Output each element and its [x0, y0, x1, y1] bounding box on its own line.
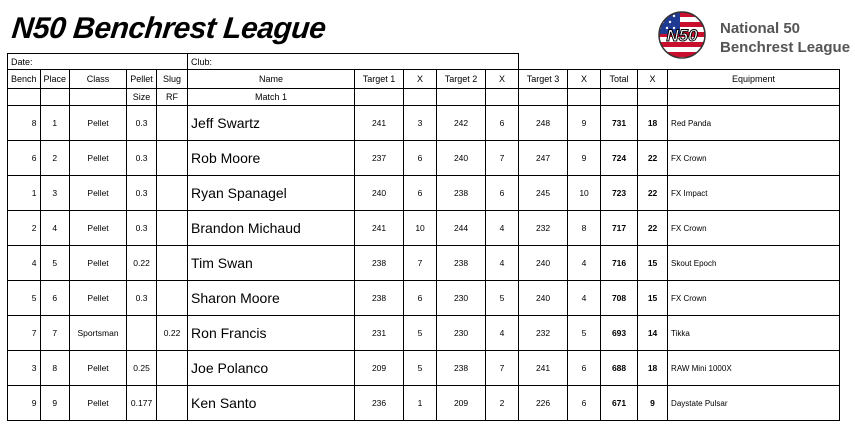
cell-target-2: 242: [437, 106, 486, 141]
cell-total: 671: [601, 386, 638, 421]
subheader-pellet-size: Size: [127, 89, 157, 106]
cell-bench: 8: [8, 106, 41, 141]
cell-place: 6: [40, 281, 70, 316]
cell-x1: 1: [404, 386, 437, 421]
cell-x1: 10: [404, 211, 437, 246]
cell-target-2: 230: [437, 316, 486, 351]
cell-x3: 9: [568, 141, 601, 176]
cell-slug: [157, 281, 188, 316]
logo-text: [720, 19, 850, 57]
cell-target-1: 240: [355, 176, 404, 211]
cell-total-x: 22: [638, 211, 668, 246]
header-place: Place: [40, 70, 70, 89]
cell-slug: [157, 141, 188, 176]
cell-x2: 4: [486, 316, 519, 351]
header-equipment: Equipment: [668, 70, 840, 89]
cell-place: 2: [40, 141, 70, 176]
cell-total-x: 22: [638, 141, 668, 176]
header-x2: X: [486, 70, 519, 89]
cell-class: Pellet: [70, 211, 127, 246]
cell-pellet: 0.3: [127, 141, 157, 176]
table-row: [8, 281, 840, 316]
cell-target-1: 209: [355, 351, 404, 386]
cell-x3: 10: [568, 176, 601, 211]
table-row: [8, 176, 840, 211]
cell-target-2: 240: [437, 141, 486, 176]
cell-target-1: 241: [355, 211, 404, 246]
cell-x1: 5: [404, 316, 437, 351]
cell-target-2: 244: [437, 211, 486, 246]
cell-pellet: [127, 316, 157, 351]
cell-target-3: 240: [519, 246, 568, 281]
cell-bench: 1: [8, 176, 41, 211]
header-pellet: Pellet: [127, 70, 157, 89]
cell-bench: 5: [8, 281, 41, 316]
cell-total-x: 18: [638, 351, 668, 386]
cell-target-3: 247: [519, 141, 568, 176]
cell-x2: 6: [486, 176, 519, 211]
cell-slug: [157, 351, 188, 386]
cell-target-2: 238: [437, 176, 486, 211]
cell-slug: [157, 246, 188, 281]
cell-pellet: 0.3: [127, 106, 157, 141]
cell-x1: 6: [404, 176, 437, 211]
header-target-2: Target 2: [437, 70, 486, 89]
cell-target-1: 238: [355, 281, 404, 316]
header-class: Class: [70, 70, 127, 89]
cell-total-x: 9: [638, 386, 668, 421]
cell-name: Ryan Spanagel: [188, 176, 355, 211]
cell-x1: 6: [404, 141, 437, 176]
page-title: N50 Benchrest League: [10, 12, 328, 45]
cell-equipment: FX Crown: [668, 211, 840, 246]
cell-target-2: 209: [437, 386, 486, 421]
cell-target-2: 238: [437, 351, 486, 386]
logo-line-2: Benchrest League: [720, 39, 851, 56]
cell-total-x: 14: [638, 316, 668, 351]
cell-slug: 0.22: [157, 316, 188, 351]
cell-class: Pellet: [70, 386, 127, 421]
cell-class: Pellet: [70, 281, 127, 316]
table-row: [8, 386, 840, 421]
cell-slug: [157, 211, 188, 246]
cell-x2: 4: [486, 211, 519, 246]
cell-bench: 3: [8, 351, 41, 386]
cell-pellet: 0.177: [127, 386, 157, 421]
cell-x2: 4: [486, 246, 519, 281]
cell-target-1: 231: [355, 316, 404, 351]
cell-x1: 7: [404, 246, 437, 281]
cell-class: Pellet: [70, 106, 127, 141]
table-row: [8, 106, 840, 141]
date-field[interactable]: Date:: [8, 54, 188, 70]
cell-target-1: 237: [355, 141, 404, 176]
cell-total: 731: [601, 106, 638, 141]
cell-equipment: Skout Epoch: [668, 246, 840, 281]
cell-place: 1: [40, 106, 70, 141]
subheader-row: [8, 89, 840, 106]
header-slug: Slug: [157, 70, 188, 89]
cell-class: Pellet: [70, 141, 127, 176]
cell-pellet: 0.3: [127, 281, 157, 316]
cell-name: Ron Francis: [188, 316, 355, 351]
cell-equipment: Red Panda: [668, 106, 840, 141]
cell-target-1: 238: [355, 246, 404, 281]
cell-total-x: 18: [638, 106, 668, 141]
cell-place: 8: [40, 351, 70, 386]
cell-x2: 7: [486, 351, 519, 386]
cell-name: Ken Santo: [188, 386, 355, 421]
cell-x1: 6: [404, 281, 437, 316]
cell-total: 688: [601, 351, 638, 386]
table-row: [8, 211, 840, 246]
cell-place: 4: [40, 211, 70, 246]
cell-equipment: FX Crown: [668, 281, 840, 316]
cell-total-x: 22: [638, 176, 668, 211]
cell-x3: 4: [568, 281, 601, 316]
cell-x3: 6: [568, 351, 601, 386]
cell-pellet: 0.22: [127, 246, 157, 281]
cell-bench: 2: [8, 211, 41, 246]
cell-target-3: 240: [519, 281, 568, 316]
header-x1: X: [404, 70, 437, 89]
cell-name: Jeff Swartz: [188, 106, 355, 141]
table-row: [8, 351, 840, 386]
cell-equipment: Daystate Pulsar: [668, 386, 840, 421]
cell-bench: 9: [8, 386, 41, 421]
cell-equipment: RAW Mini 1000X: [668, 351, 840, 386]
cell-target-1: 236: [355, 386, 404, 421]
table-row: [8, 141, 840, 176]
cell-target-2: 230: [437, 281, 486, 316]
logo-line-1: National 50: [720, 20, 801, 37]
header-target-3: Target 3: [519, 70, 568, 89]
subheader-slug-rf: RF: [157, 89, 188, 106]
cell-total: 693: [601, 316, 638, 351]
info-row: [8, 54, 840, 70]
cell-equipment: FX Crown: [668, 141, 840, 176]
header-name: Name: [188, 70, 355, 89]
cell-x3: 9: [568, 106, 601, 141]
cell-x2: 7: [486, 141, 519, 176]
cell-target-3: 241: [519, 351, 568, 386]
cell-pellet: 0.3: [127, 176, 157, 211]
cell-place: 3: [40, 176, 70, 211]
cell-class: Pellet: [70, 351, 127, 386]
cell-x3: 5: [568, 316, 601, 351]
logo-badge-text: N50: [666, 26, 698, 45]
cell-pellet: 0.3: [127, 211, 157, 246]
cell-bench: 7: [8, 316, 41, 351]
cell-target-3: 248: [519, 106, 568, 141]
cell-class: Sportsman: [70, 316, 127, 351]
cell-name: Rob Moore: [188, 141, 355, 176]
cell-slug: [157, 106, 188, 141]
cell-name: Joe Polanco: [188, 351, 355, 386]
cell-target-3: 232: [519, 316, 568, 351]
cell-place: 9: [40, 386, 70, 421]
subheader-match: Match 1: [188, 89, 355, 106]
cell-name: Sharon Moore: [188, 281, 355, 316]
cell-class: Pellet: [70, 246, 127, 281]
cell-name: Tim Swan: [188, 246, 355, 281]
cell-pellet: 0.25: [127, 351, 157, 386]
header-bench: Bench: [8, 70, 41, 89]
cell-total: 724: [601, 141, 638, 176]
cell-x1: 5: [404, 351, 437, 386]
header-total-x: X: [638, 70, 668, 89]
cell-total-x: 15: [638, 281, 668, 316]
cell-bench: 4: [8, 246, 41, 281]
cell-total: 717: [601, 211, 638, 246]
cell-x2: 5: [486, 281, 519, 316]
cell-x2: 2: [486, 386, 519, 421]
cell-bench: 6: [8, 141, 41, 176]
cell-x3: 8: [568, 211, 601, 246]
cell-slug: [157, 176, 188, 211]
cell-name: Brandon Michaud: [188, 211, 355, 246]
cell-equipment: FX Impact: [668, 176, 840, 211]
cell-slug: [157, 386, 188, 421]
cell-x3: 6: [568, 386, 601, 421]
results-table: [7, 53, 840, 421]
cell-total: 708: [601, 281, 638, 316]
header-x3: X: [568, 70, 601, 89]
cell-x2: 6: [486, 106, 519, 141]
cell-x3: 4: [568, 246, 601, 281]
cell-target-3: 245: [519, 176, 568, 211]
cell-place: 5: [40, 246, 70, 281]
header-total: Total: [601, 70, 638, 89]
header-row: [8, 70, 840, 89]
cell-target-1: 241: [355, 106, 404, 141]
table-row: [8, 316, 840, 351]
cell-total-x: 15: [638, 246, 668, 281]
header-target-1: Target 1: [355, 70, 404, 89]
club-field[interactable]: Club:: [188, 54, 519, 70]
cell-total: 716: [601, 246, 638, 281]
cell-target-3: 226: [519, 386, 568, 421]
table-row: [8, 246, 840, 281]
cell-target-3: 232: [519, 211, 568, 246]
cell-total: 723: [601, 176, 638, 211]
cell-target-2: 238: [437, 246, 486, 281]
cell-equipment: Tikka: [668, 316, 840, 351]
cell-place: 7: [40, 316, 70, 351]
cell-x1: 3: [404, 106, 437, 141]
cell-class: Pellet: [70, 176, 127, 211]
